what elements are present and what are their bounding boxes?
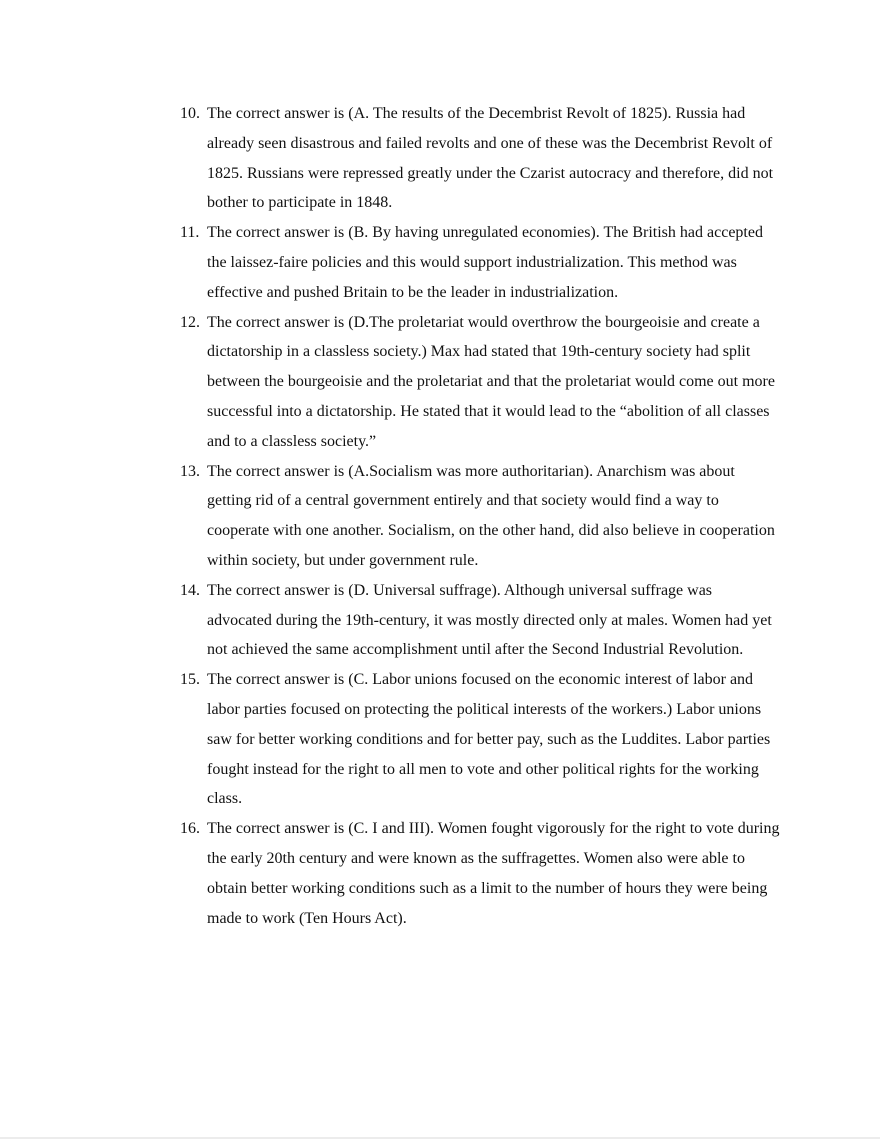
answer-text: The correct answer is (B. By having unregulated economies). The British had accepted the laissez-faire policies and this would support industrialization. This method was effective and pushed Britain to be the leader in industrialization. <box>207 224 763 301</box>
answer-list <box>180 99 780 933</box>
answer-text: The correct answer is (A.Socialism was more authoritarian). Anarchism was about getting rid of a central government entirely and that society would find a way to cooperate with one another. Socialism, on the other hand, did also believe in cooperation within society, but under government rule. <box>207 462 775 569</box>
answer-item <box>180 665 780 814</box>
answer-item <box>180 308 780 457</box>
answer-text: The correct answer is (C. I and III). Women fought vigorously for the right to vote during the early 20th century and were known as the suffragettes. Women also were able to obtain better working conditions such as a limit to the number of hours they were being made to work (Ten Hours Act). <box>207 820 780 927</box>
answer-text: The correct answer is (C. Labor unions focused on the economic interest of labor and labor parties focused on protecting the political interests of the workers.) Labor unions saw for better working conditions and for better pay, such as the Luddites. Labor parties fought instead for the right to all men to vote and other political rights for the working class. <box>207 671 771 808</box>
answer-number: 12. <box>180 313 200 331</box>
answer-number: 16. <box>180 820 200 838</box>
answer-number: 13. <box>180 462 200 480</box>
answer-number: 14. <box>180 581 200 599</box>
answer-number: 15. <box>180 671 200 689</box>
answer-item <box>180 99 780 218</box>
answer-text: The correct answer is (A. The results of the Decembrist Revolt of 1825). Russia had already seen disastrous and failed revolts and one of these was the Decembrist Revolt of 1825. Russians were repressed greatly under the Czarist autocracy and therefore, did not bother to participate in 1848. <box>207 105 774 212</box>
answer-item <box>180 218 780 307</box>
answer-item <box>180 814 780 933</box>
answer-item <box>180 576 780 665</box>
answer-number: 11. <box>180 224 200 242</box>
answer-number: 10. <box>180 105 200 122</box>
answer-text: The correct answer is (D. Universal suffrage). Although universal suffrage was advocated during the 19th-century, it was mostly directed only at males. Women had yet not achieved the same accomplishment until after the Second Industrial Revolution. <box>207 581 772 659</box>
answer-text: The correct answer is (D.The proletariat would overthrow the bourgeoisie and create a dictatorship in a classless society.) Max had stated that 19th-century society had split between the bourgeoisie and the proletariat and that the proletariat would come out more successful into a dictatorship. He stated that it would lead to the “abolition of all classes and to a classless society.” <box>207 313 775 450</box>
answer-item <box>180 457 780 576</box>
